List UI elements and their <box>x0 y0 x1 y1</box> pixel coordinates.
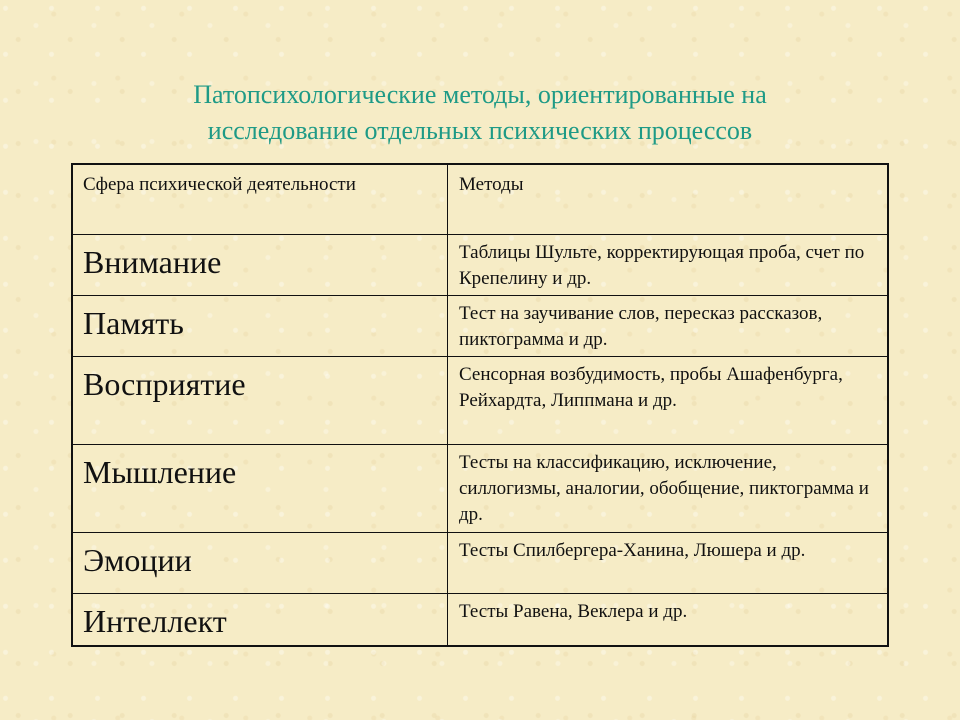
row-methods: Тесты Равена, Веклера и др. <box>448 594 889 647</box>
table-row <box>72 594 888 647</box>
methods-table <box>71 163 889 647</box>
row-methods: Таблицы Шульте, корректирующая проба, счет по Крепелину и др. <box>448 235 889 296</box>
slide-title-line-2: исследование отдельных психических процессов <box>207 116 753 145</box>
row-sphere: Эмоции <box>72 533 448 594</box>
table-row <box>72 296 888 357</box>
table-row <box>72 445 888 533</box>
header-methods: Методы <box>448 164 889 235</box>
row-methods: Тесты на классификацию, исключение, силлогизмы, аналогии, обобщение, пиктограмма и др. <box>448 445 889 533</box>
slide-title-line-1: Патопсихологические методы, ориентированные на <box>193 80 767 109</box>
header-sphere: Сфера психической деятельности <box>72 164 448 235</box>
table-row <box>72 357 888 445</box>
table-row <box>72 533 888 594</box>
row-methods: Сенсорная возбудимость, пробы Ашафенбурга, Рейхардта, Липпмана и др. <box>448 357 889 445</box>
row-sphere: Внимание <box>72 235 448 296</box>
row-sphere: Память <box>72 296 448 357</box>
row-sphere: Восприятие <box>72 357 448 445</box>
slide-title <box>80 77 880 149</box>
row-sphere: Мышление <box>72 445 448 533</box>
row-methods: Тесты Спилбергера-Ханина, Люшера и др. <box>448 533 889 594</box>
table-header-row <box>72 164 888 235</box>
row-methods: Тест на заучивание слов, пересказ рассказов, пиктограмма и др. <box>448 296 889 357</box>
table-row <box>72 235 888 296</box>
row-sphere: Интеллект <box>72 594 448 647</box>
